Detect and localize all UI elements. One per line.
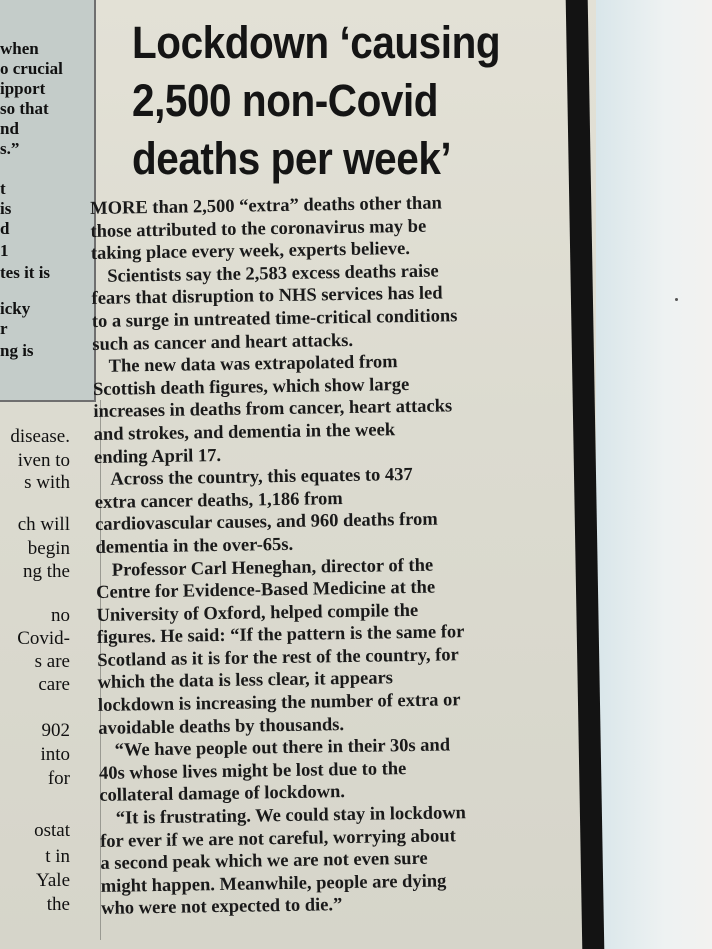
article-line: “It is frustrating. We could stay in lockdown [115,803,467,829]
article-line: lockdown is increasing the number of extra or [97,690,461,716]
headline-line: deaths per week’ [132,133,452,184]
article-headline [132,14,528,188]
article-line: The new data was extrapolated from [108,352,398,377]
article-body [90,191,571,921]
article-line: avoidable deaths by thousands. [98,714,345,739]
article-line: Across the country, this equates to 437 [110,465,413,490]
sidebar-text-fragment: tes it is [0,263,51,282]
article-line: those attributed to the coronavirus may be [90,216,427,242]
article-line: Scottish death figures, which show large [92,374,410,400]
adjacent-text-fragment: care [38,674,70,695]
article-line: 40s whose lives might be lost due to the [98,758,407,784]
article-line: who were not expected to die.” [101,895,343,920]
article-line: might happen. Meanwhile, people are dying [100,871,447,897]
article-line: and strokes, and dementia in the week [93,420,396,445]
article-line: collateral damage of lockdown. [99,782,346,807]
article-line: extra cancer deaths, 1,186 from [94,488,343,513]
adjacent-text-fragment: begin [27,538,70,559]
adjacent-text-fragment: disease. [10,426,70,447]
article-line: figures. He said: “If the pattern is the same for [96,622,465,649]
adjacent-text-fragment: ostat [34,820,70,841]
article-line: to a surge in untreated time-critical conditions [91,306,458,332]
article-line: “We have people out there in their 30s and [114,735,451,761]
headline-line: Lockdown ‘causing [132,17,501,68]
sidebar-text-fragment: is [0,199,12,218]
adjacent-text-fragment: no [51,605,70,626]
adjacent-text-fragment: ch will [17,514,70,535]
sidebar-text-fragment: d [0,219,10,238]
article-line: cardiovascular causes, and 960 deaths from [94,509,438,536]
adjacent-text-fragment: the [46,894,70,915]
adjacent-text-fragment: 902 [41,720,70,741]
adjacent-text-fragment: t in [45,846,70,867]
headline-line: 2,500 non-Covid [132,75,439,126]
sidebar-text-fragment: t [0,179,6,198]
adjacent-text-fragment: iven to [17,450,70,471]
article-line: Professor Carl Heneghan, director of the [111,555,434,581]
article-line: Scientists say the 2,583 excess deaths raise [107,261,439,287]
adjacent-text-fragment: Yale [36,870,70,891]
article-line: such as cancer and heart attacks. [92,330,354,355]
adjacent-text-fragment: Covid- [17,628,70,649]
article-line: Centre for Evidence-Based Medicine at the [96,577,436,604]
article-line: Scotland as it is for the rest of the country, for [97,645,459,671]
sidebar-text-fragment: nd [0,119,19,138]
article-line: ending April 17. [93,445,222,468]
sidebar-text-fragment: when [0,39,39,58]
article-line: which the data is less clear, it appears [97,668,394,694]
sidebar-text-fragment: icky [0,299,31,318]
background-surface [596,0,712,949]
article-line: MORE than 2,500 “extra” deaths other than [90,193,442,219]
sidebar-text-fragment: ng is [0,341,34,360]
speck [675,298,678,301]
adjacent-text-fragment: s are [34,651,70,672]
adjacent-text-fragment: for [47,768,70,789]
sidebar-text-fragment: r [0,319,8,338]
sidebar-text-fragment: so that [0,99,49,118]
sidebar-text-fragment: s.” [0,139,20,158]
adjacent-text-fragment: ng the [23,561,70,582]
article-line: University of Oxford, helped compile the [96,600,419,626]
sidebar-text-fragment: ipport [0,79,46,98]
adjacent-text-fragment: into [40,744,70,765]
article-line: increases in deaths from cancer, heart attacks [93,396,453,423]
adjacent-text-fragment: s with [24,472,70,493]
article-line: for ever if we are not careful, worrying about [99,825,456,852]
article-line: dementia in the over-65s. [95,534,294,558]
sidebar-text-fragment: 1 [0,241,9,260]
article-line: fears that disruption to NHS services has led [91,283,443,310]
article-line: a second peak which we are not even sure [100,848,428,875]
article-line: taking place every week, experts believe. [90,239,411,265]
sidebar-text-fragment: o crucial [0,59,63,78]
